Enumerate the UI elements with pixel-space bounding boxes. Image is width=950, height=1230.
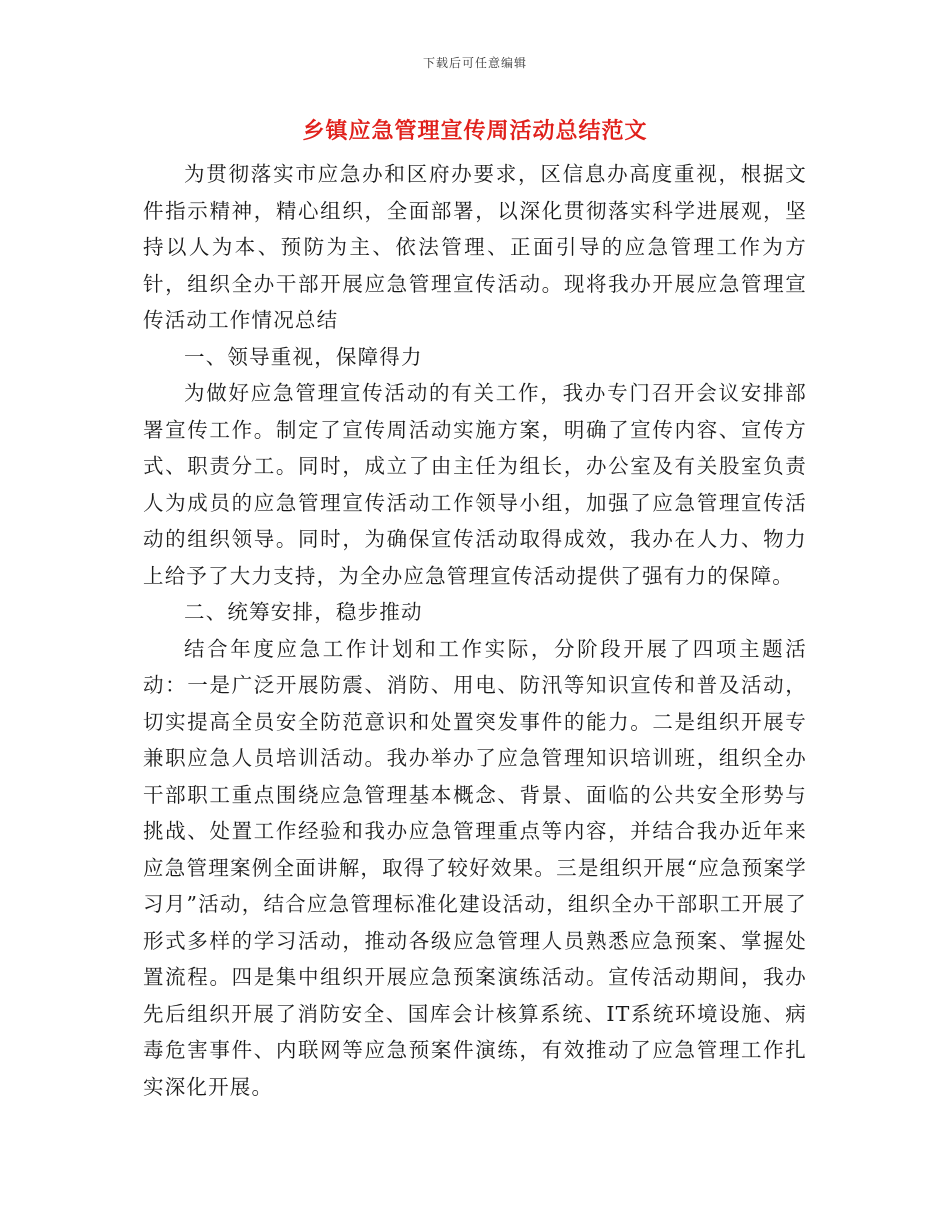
header-note: 下载后可任意编辑 [422, 56, 527, 70]
section-heading-2: 二、统筹安排，稳步推动 [184, 600, 423, 624]
document-body [143, 156, 807, 1105]
paragraph-intro: 为贯彻落实市应急办和区府办要求，区信息办高度重视，根据文件指示精神，精心组织，全面部署，以深化贯彻落实科学进展观，坚持以人为本、预防为主、依法管理、正面引导的应急管理工作为方针，组织全办干部开展应急管理宣传活动。现将我办开展应急管理宣传活动工作情况总结 [143, 162, 807, 332]
paragraph-section-1: 为做好应急管理宣传活动的有关工作，我办专门召开会议安排部署宣传工作。制定了宣传周活动实施方案，明确了宣传内容、宣传方式、职责分工。同时，成立了由主任为组长，办公室及有关股室负责人为成员的应急管理宣传活动工作领导小组，加强了应急管理宣传活动的组织领导。同时，为确保宣传活动取得成效，我办在人力、物力上给予了大力支持，为全办应急管理宣传活动提供了强有力的保障。 [143, 381, 807, 588]
page-title: 乡镇应急管理宣传周活动总结范文 [302, 118, 648, 144]
section-heading-1: 一、领导重视，保障得力 [184, 344, 423, 369]
paragraph-section-2: 结合年度应急工作计划和工作实际，分阶段开展了四项主题活动：一是广泛开展防震、消防、用电、防汛等知识宣传和普及活动，切实提高全员安全防范意识和处置突发事件的能力。二是组织开展专兼职应急人员培训活动。我办举办了应急管理知识培训班，组织全办干部职工重点围绕应急管理基本概念、背景、面临的公共安全形势与挑战、处置工作经验和我办应急管理重点等内容，并结合我办近年来应急管理案例全面讲解，取得了较好效果。三是组织开展“应急预案学习月”活动，结合应急管理标准化建设活动，组织全办干部职工开展了形式多样的学习活动，推动各级应急管理人员熟悉应急预案、掌握处置流程。四是集中组织开展应急预案演练活动。宣传活动期间，我办先后组织开展了消防安全、国库会计核算系统、IT系统环境设施、病毒危害事件、内联网等应急预案件演练，有效推动了应急管理工作扎实深化开展。 [143, 636, 807, 1099]
